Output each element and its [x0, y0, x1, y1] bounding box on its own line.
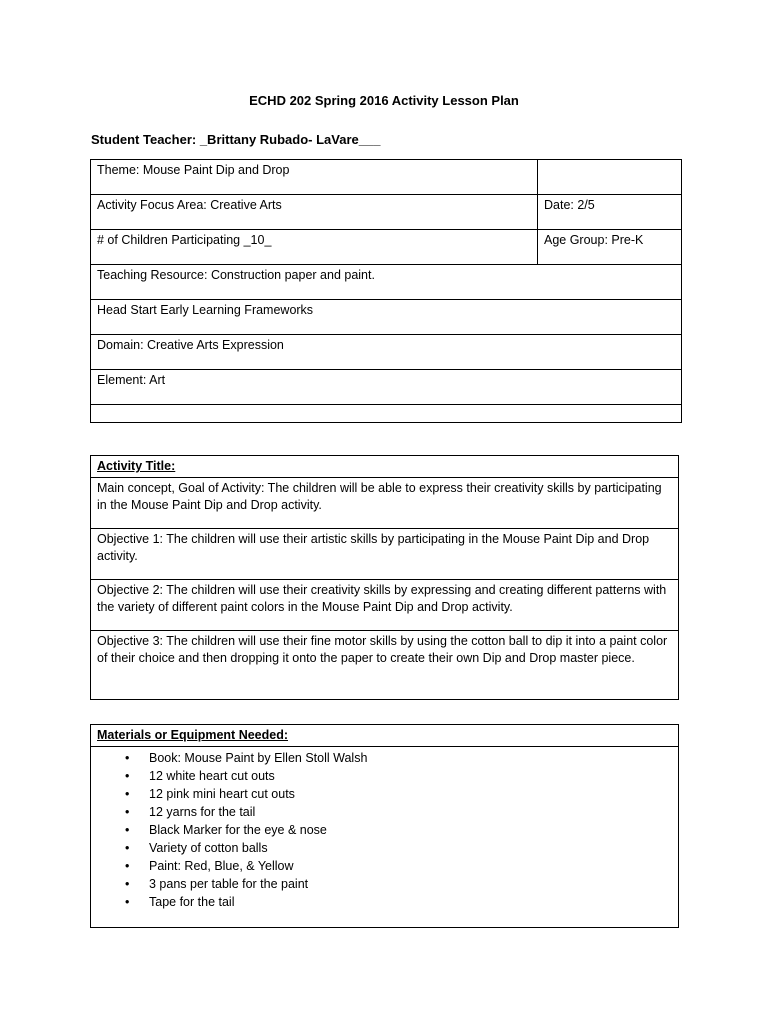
activity-title-header: Activity Title: [91, 456, 679, 478]
table-row [91, 195, 682, 230]
age-group-cell: Age Group: Pre-K [538, 230, 682, 265]
table-row [91, 478, 679, 529]
table-row [91, 529, 679, 580]
document-title: ECHD 202 Spring 2016 Activity Lesson Plan [249, 93, 519, 108]
materials-header: Materials or Equipment Needed: [91, 725, 679, 747]
focus-area-cell: Activity Focus Area: Creative Arts [91, 195, 538, 230]
materials-list-cell [91, 747, 679, 928]
table-row [91, 747, 679, 928]
list-item: • Book: Mouse Paint by Ellen Stoll Walsh [125, 749, 672, 767]
empty-cell [91, 405, 682, 423]
table-row [91, 230, 682, 265]
objective-2-cell: Objective 2: The children will use their creativity skills by expressing and creating different patterns with the variety of different paint colors in the Mouse Paint Dip and Drop activity. [91, 580, 679, 631]
objective-3-cell: Objective 3: The children will use their fine motor skills by using the cotton ball to dip it into a paint color of their choice and then dropping it onto the paper to create their own Dip and Drop master piece. [91, 631, 679, 700]
teaching-resource-cell: Teaching Resource: Construction paper and paint. [91, 265, 682, 300]
lesson-info-table [90, 159, 682, 423]
table-row [91, 300, 682, 335]
table-row [91, 725, 679, 747]
domain-cell: Domain: Creative Arts Expression [91, 335, 682, 370]
main-concept-cell: Main concept, Goal of Activity: The children will be able to express their creativity skills by participating in the Mouse Paint Dip and Drop activity. [91, 478, 679, 529]
empty-cell [538, 160, 682, 195]
table-row [91, 456, 679, 478]
list-item: • Black Marker for the eye & nose [125, 821, 672, 839]
table-row [91, 405, 682, 423]
table-row [91, 335, 682, 370]
materials-table [90, 724, 679, 928]
theme-cell: Theme: Mouse Paint Dip and Drop [91, 160, 538, 195]
table-row [91, 370, 682, 405]
table-row [91, 160, 682, 195]
date-cell: Date: 2/5 [538, 195, 682, 230]
frameworks-cell: Head Start Early Learning Frameworks [91, 300, 682, 335]
table-row [91, 580, 679, 631]
list-item: • Tape for the tail [125, 893, 672, 911]
list-item: • 3 pans per table for the paint [125, 875, 672, 893]
table-row [91, 265, 682, 300]
materials-list [97, 749, 672, 911]
list-item: • 12 yarns for the tail [125, 803, 672, 821]
student-teacher-line: Student Teacher: _Brittany Rubado- LaVare___ [91, 132, 381, 147]
children-count-cell: # of Children Participating _10_ [91, 230, 538, 265]
table-row [91, 631, 679, 700]
list-item: • 12 white heart cut outs [125, 767, 672, 785]
activity-table [90, 455, 679, 700]
list-item: • Variety of cotton balls [125, 839, 672, 857]
objective-1-cell: Objective 1: The children will use their artistic skills by participating in the Mouse Paint Dip and Drop activity. [91, 529, 679, 580]
list-item: • Paint: Red, Blue, & Yellow [125, 857, 672, 875]
element-cell: Element: Art [91, 370, 682, 405]
list-item: • 12 pink mini heart cut outs [125, 785, 672, 803]
